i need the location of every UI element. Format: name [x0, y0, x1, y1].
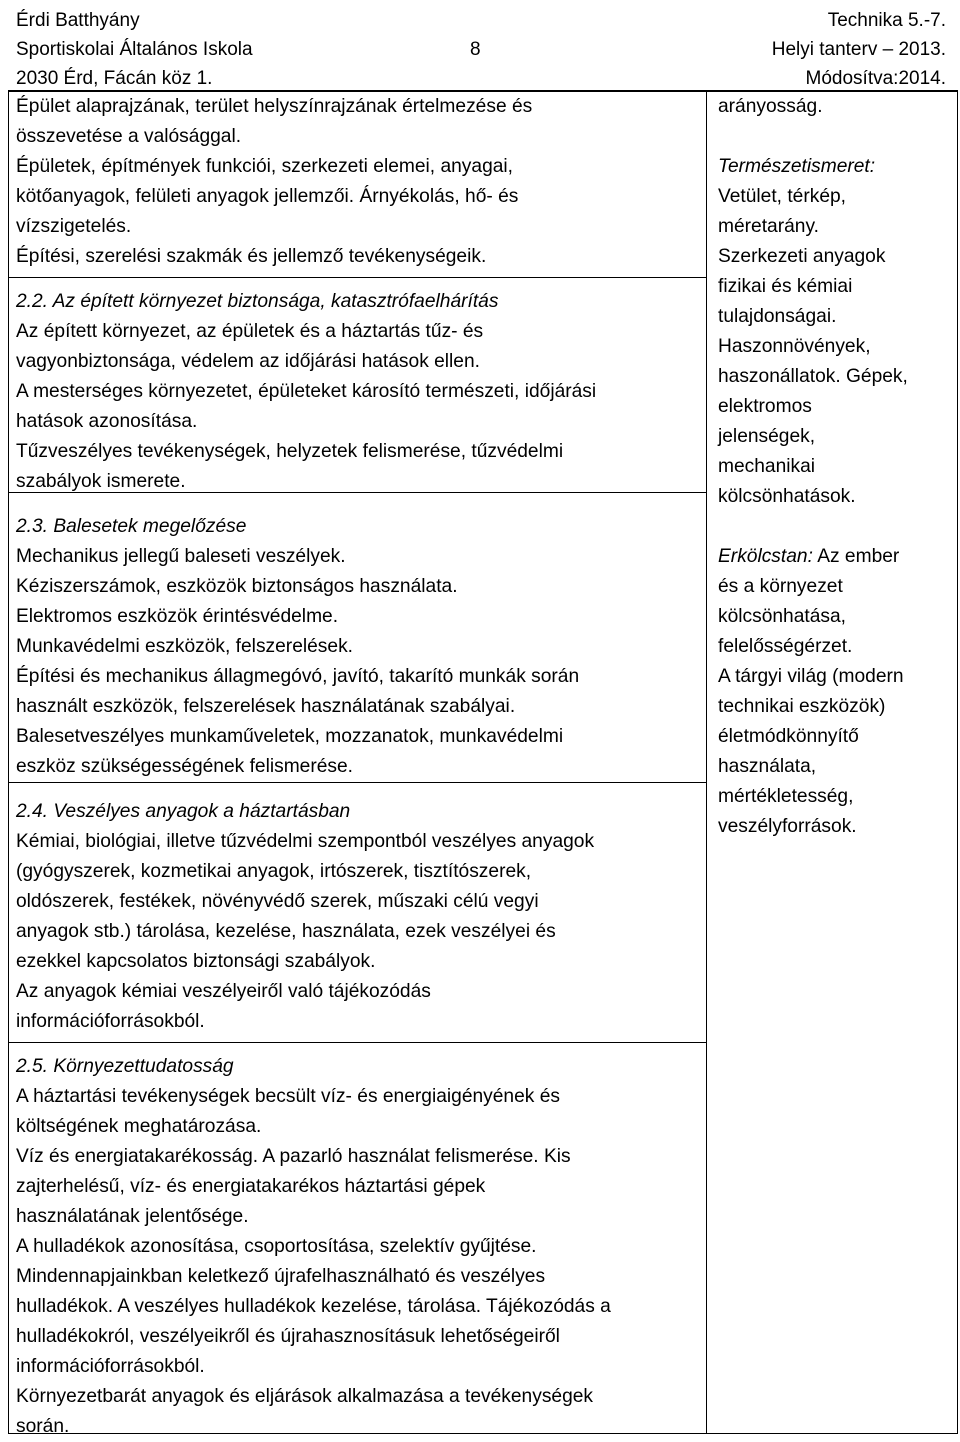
page-number: 8	[470, 39, 481, 60]
table-left-border	[8, 90, 9, 1434]
text-line: információforrásokból.	[16, 1011, 205, 1032]
side-text-line: életmódkönnyítő	[718, 726, 859, 747]
modified-date: Módosítva:2014.	[805, 68, 946, 89]
side-text-line: Vetület, térkép,	[718, 186, 846, 207]
side-text-line: Szerkezeti anyagok	[718, 246, 886, 267]
side-text-line: jelenségek,	[718, 426, 816, 447]
side-text-line: veszélyforrások.	[718, 816, 857, 837]
text-line: Víz és energiatakarékosság. A pazarló használat felismerése. Kis	[16, 1146, 571, 1167]
section-buildings	[16, 92, 702, 272]
section-2-4	[16, 797, 702, 1037]
text-line: hulladékok. A veszélyes hulladékok kezelése, tárolása. Tájékozódás a	[16, 1296, 611, 1317]
section-title: 2.2. Az épített környezet biztonsága, katasztrófaelhárítás	[16, 291, 499, 312]
side-text-line: használata,	[718, 756, 817, 777]
text-line: Építési, szerelési szakmák és jellemző tevékenységeik.	[16, 246, 487, 267]
text-line: költségének meghatározása.	[16, 1116, 262, 1137]
text-line: információforrásokból.	[16, 1356, 205, 1377]
cross-subject-label: Természetismeret:	[718, 156, 876, 177]
school-name-line-1: Érdi Batthyány	[16, 10, 140, 31]
connections-column	[718, 92, 952, 842]
table-right-border	[957, 90, 958, 1434]
text-line: ezekkel kapcsolatos biztonsági szabályok.	[16, 951, 376, 972]
text-line: vagyonbiztonsága, védelem az időjárási hatások ellen.	[16, 351, 480, 372]
side-text-line	[718, 542, 952, 572]
side-text-line: kölcsönhatása,	[718, 606, 846, 627]
school-info	[16, 6, 253, 93]
text-line: használatának jelentősége.	[16, 1206, 249, 1227]
text-line: Kémiai, biológiai, illetve tűzvédelmi szempontból veszélyes anyagok	[16, 831, 595, 852]
text-line: Balesetveszélyes munkaműveletek, mozzanatok, munkavédelmi	[16, 726, 564, 747]
text-line: eszköz szükségességének felismerése.	[16, 756, 354, 777]
text-line: során.	[16, 1416, 70, 1437]
text-line: Tűzveszélyes tevékenységek, helyzetek felismerése, tűzvédelmi	[16, 441, 564, 462]
text-line: használt eszközök, felszerelések használatának szabályai.	[16, 696, 516, 717]
side-text-line: tulajdonságai.	[718, 306, 837, 327]
side-text-line: és a környezet	[718, 576, 843, 597]
side-text-line: felelősségérzet.	[718, 636, 853, 657]
side-text-line: mechanikai	[718, 456, 816, 477]
text-line: Kéziszerszámok, eszközök biztonságos használata.	[16, 576, 458, 597]
cross-subject-label: Erkölcstan:	[718, 546, 813, 567]
text-line: kötőanyagok, felületi anyagok jellemzői. Árnyékolás, hő- és	[16, 186, 519, 207]
text-line: Munkavédelmi eszközök, felszerelések.	[16, 636, 353, 657]
text-line: A mesterséges környezetet, épületeket károsító természeti, időjárási	[16, 381, 597, 402]
curriculum-year: Helyi tanterv – 2013.	[771, 39, 946, 60]
text-line: hatások azonosítása.	[16, 411, 198, 432]
side-text-line: méretarány.	[718, 216, 819, 237]
side-text-fragment: Az ember	[812, 546, 900, 567]
text-line: Építési és mechanikus állagmegóvó, javító, takarító munkák során	[16, 666, 580, 687]
text-line: A hulladékok azonosítása, csoportosítása, szelektív gyűjtése.	[16, 1236, 537, 1257]
section-2-2	[16, 287, 702, 497]
side-text-line: fizikai és kémiai	[718, 276, 853, 297]
text-line: hulladékokról, veszélyeikről és újrahasznosításuk lehetőségeiről	[16, 1326, 560, 1347]
text-line: oldószerek, festékek, növényvédő szerek, műszaki célú vegyi	[16, 891, 539, 912]
school-name-line-2: Sportiskolai Általános Iskola	[16, 39, 253, 60]
text-line: zajterhelésű, víz- és energiatakarékos háztartási gépek	[16, 1176, 486, 1197]
side-text-line: elektromos	[718, 396, 812, 417]
text-line: Környezetbarát anyagok és eljárások alkalmazása a tevékenységek	[16, 1386, 594, 1407]
school-address: 2030 Érd, Fácán köz 1.	[16, 68, 213, 89]
side-text-line: kölcsönhatások.	[718, 486, 856, 507]
side-text-line: A tárgyi világ (modern	[718, 666, 904, 687]
text-line: A háztartási tevékenységek becsült víz- és energiaigényének és	[16, 1086, 560, 1107]
text-line: szabályok ismerete.	[16, 471, 186, 492]
section-2-5	[16, 1052, 702, 1442]
side-text-line: arányosság.	[718, 96, 823, 117]
text-line: Elektromos eszközök érintésvédelme.	[16, 606, 339, 627]
text-line: Az épített környezet, az épületek és a háztartás tűz- és	[16, 321, 484, 342]
content-column	[16, 92, 702, 1442]
section-2-3	[16, 512, 702, 782]
text-line: Épület alaprajzának, terület helyszínrajzának értelmezése és	[16, 96, 533, 117]
text-line: Mindennapjainkban keletkező újrafelhasználható és veszélyes	[16, 1266, 546, 1287]
text-line: (gyógyszerek, kozmetikai anyagok, irtószerek, tisztítószerek,	[16, 861, 532, 882]
text-line: Az anyagok kémiai veszélyeiről való tájékozódás	[16, 981, 431, 1002]
side-text-line: haszonállatok. Gépek,	[718, 366, 908, 387]
text-line: összevetése a valósággal.	[16, 126, 242, 147]
section-title: 2.5. Környezettudatosság	[16, 1056, 234, 1077]
section-title: 2.3. Balesetek megelőzése	[16, 516, 247, 537]
subject-grade: Technika 5.-7.	[827, 10, 946, 31]
document-info	[772, 6, 946, 93]
text-line: anyagok stb.) tárolása, kezelése, használata, ezek veszélyei és	[16, 921, 556, 942]
side-text-line: technikai eszközök)	[718, 696, 886, 717]
section-title: 2.4. Veszélyes anyagok a háztartásban	[16, 801, 351, 822]
page-header	[0, 0, 960, 90]
side-text-line: Haszonnövények,	[718, 336, 871, 357]
text-line: Épületek, építmények funkciói, szerkezeti elemei, anyagai,	[16, 156, 514, 177]
side-text-line: mértékletesség,	[718, 786, 854, 807]
text-line: vízszigetelés.	[16, 216, 132, 237]
text-line: Mechanikus jellegű baleseti veszélyek.	[16, 546, 346, 567]
column-divider	[706, 90, 707, 1434]
